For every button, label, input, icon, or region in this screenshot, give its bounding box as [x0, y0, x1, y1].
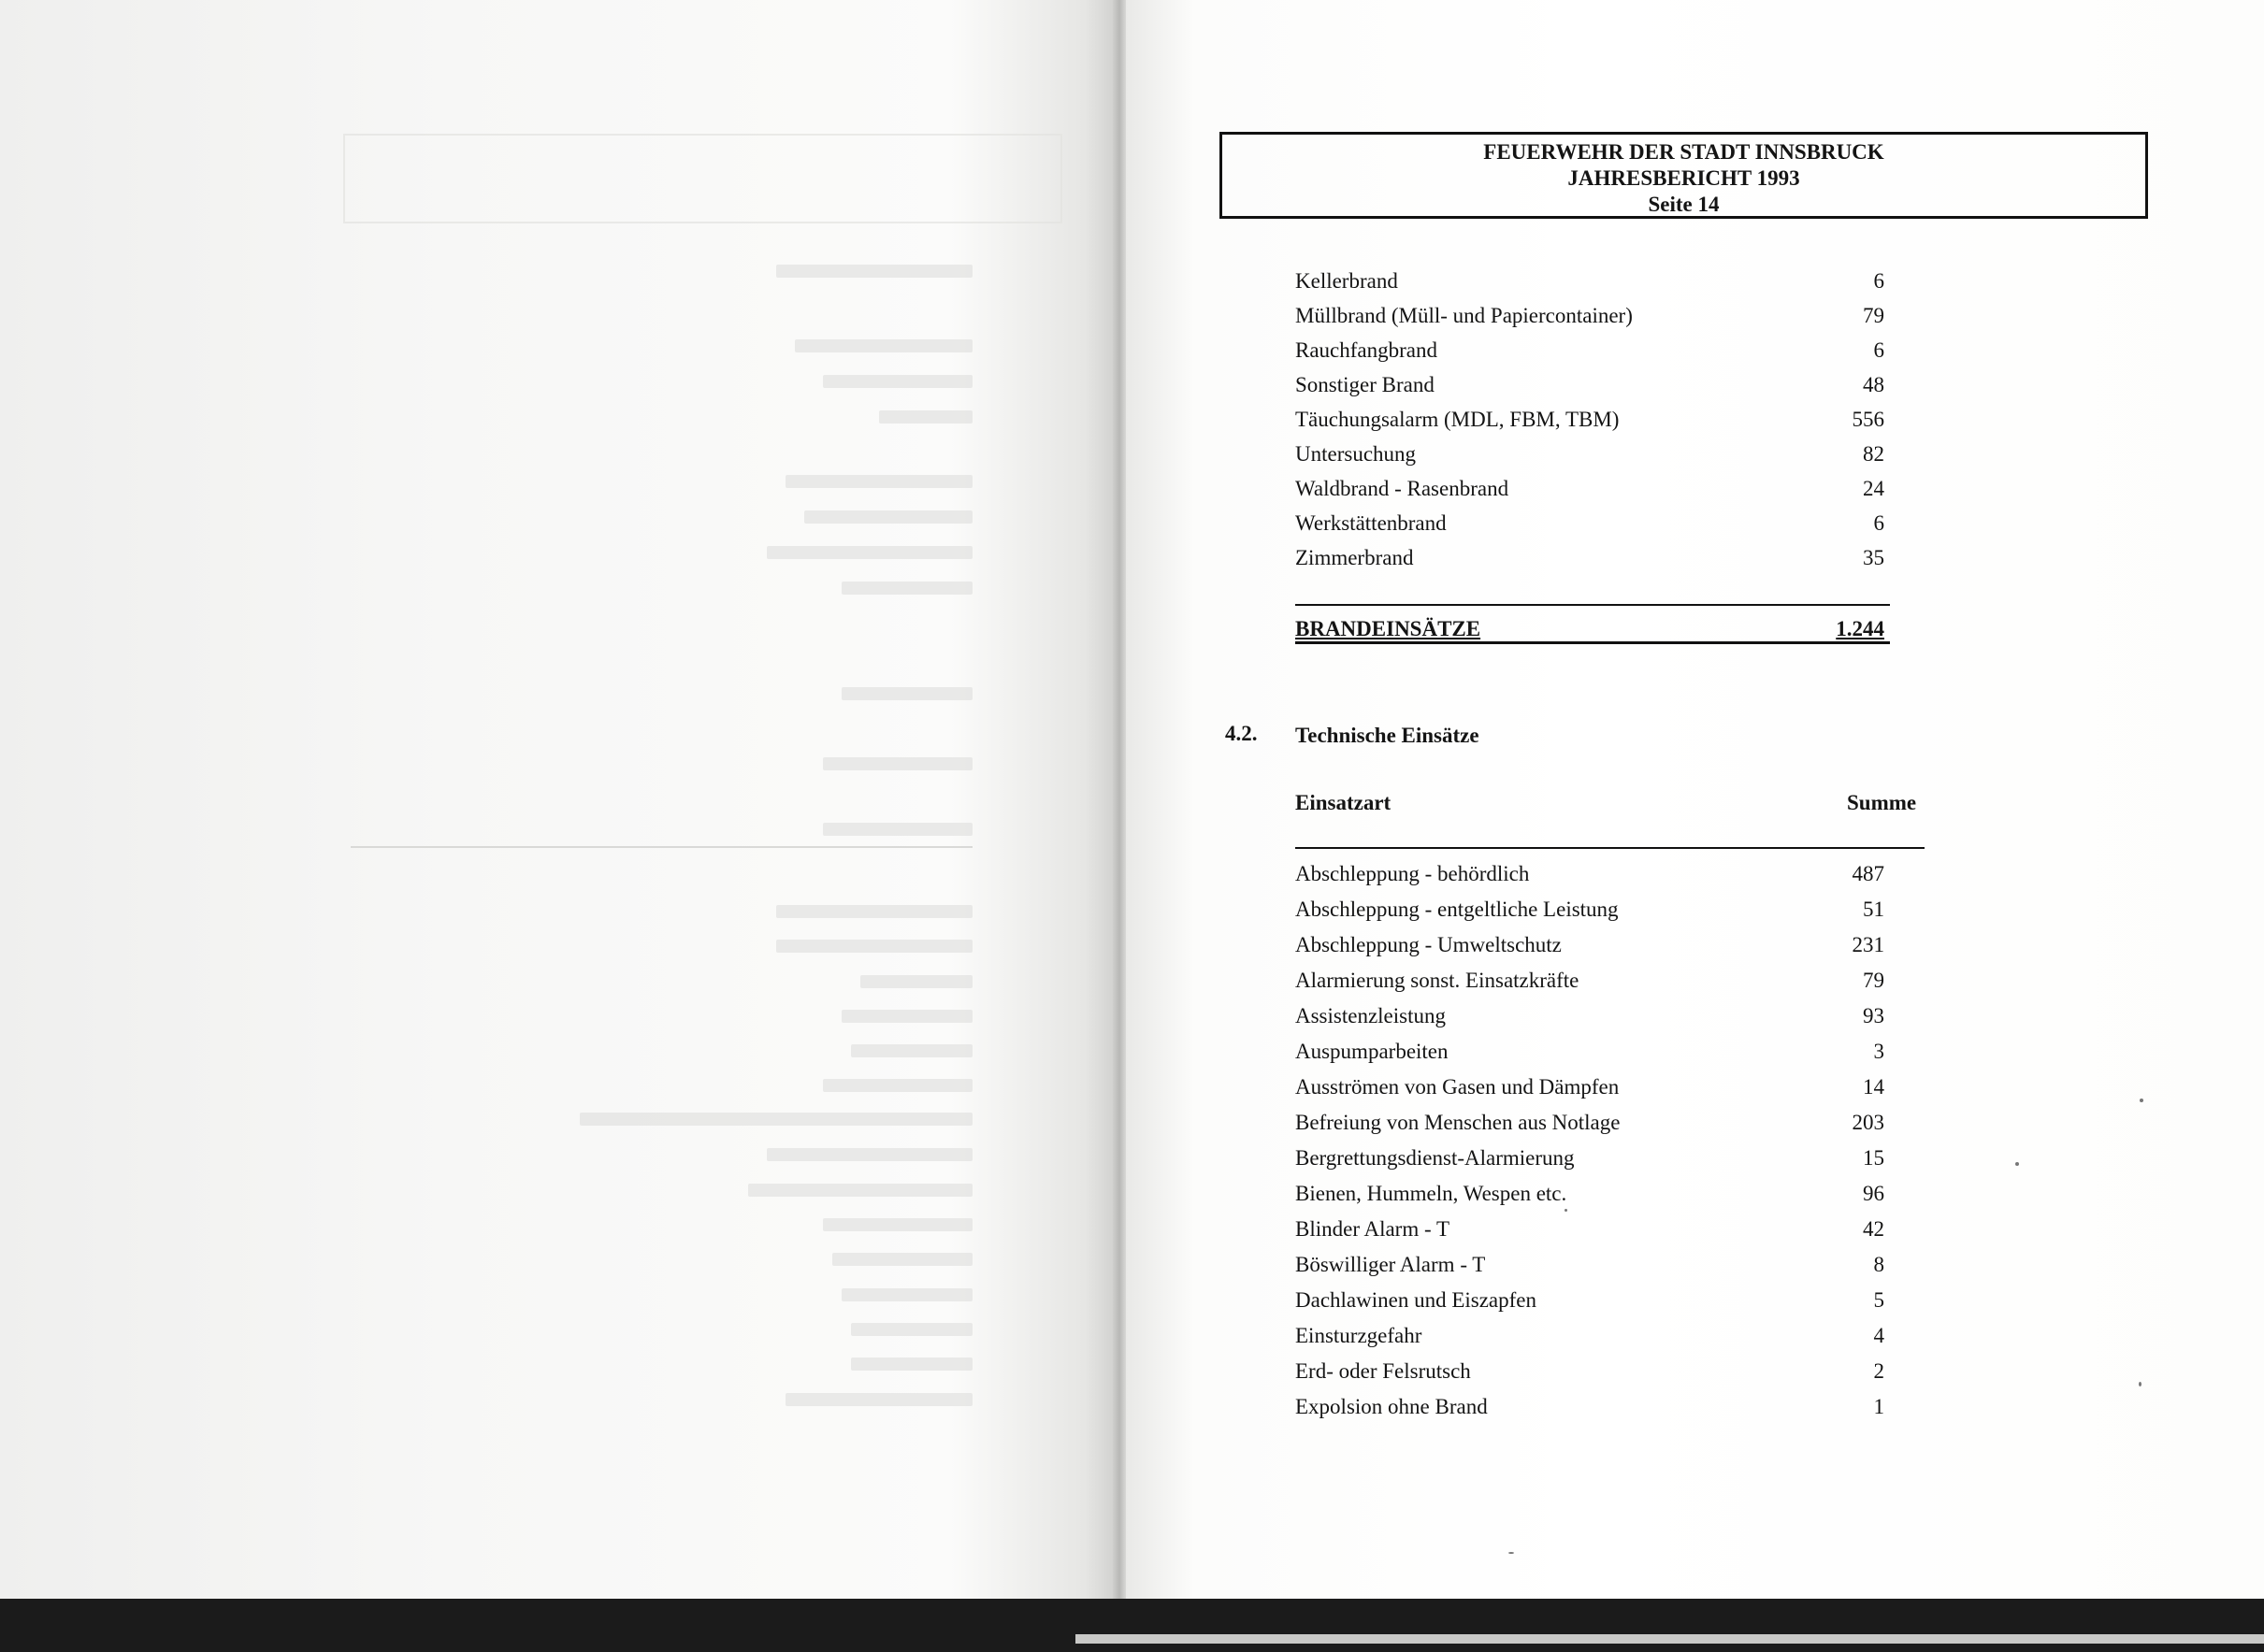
row-value: 556 [1852, 408, 1884, 431]
row-value: 487 [1852, 862, 1884, 885]
row-value: 15 [1863, 1146, 1884, 1170]
row-label: Abschleppung - behördlich [1295, 862, 1530, 885]
header-report-title: JAHRESBERICHT 1993 [1567, 166, 1800, 190]
ghost-text [842, 582, 973, 595]
dust-speck [2139, 1382, 2141, 1386]
row-value: 48 [1863, 373, 1884, 396]
fire-total-row [1295, 613, 1884, 645]
list-item [1295, 438, 1884, 470]
row-label: Dachlawinen und Eiszapfen [1295, 1288, 1537, 1312]
ghost-text [767, 1148, 973, 1161]
report-header [1219, 132, 2148, 219]
ghost-text [767, 546, 973, 559]
ghost-text [842, 1288, 973, 1301]
list-item [1295, 300, 1884, 332]
list-item [1295, 473, 1884, 505]
list-item [1295, 1106, 1884, 1140]
ghost-rule [351, 846, 973, 848]
list-item [1295, 1248, 1884, 1282]
row-value: 203 [1852, 1111, 1884, 1134]
row-value: 6 [1873, 511, 1884, 535]
list-item [1295, 1177, 1884, 1211]
row-label: Rauchfangbrand [1295, 338, 1437, 362]
total-value: 1.244 [1836, 617, 1884, 640]
ghost-text [879, 410, 973, 424]
total-underline [1295, 641, 1890, 644]
row-label: Befreiung von Menschen aus Notlage [1295, 1111, 1621, 1134]
ghost-header-box [343, 134, 1062, 223]
list-item [1295, 1213, 1884, 1246]
row-label: Zimmerbrand [1295, 546, 1414, 569]
section-number: 4.2. [1225, 722, 1258, 745]
row-value: 24 [1863, 477, 1884, 500]
ghost-text [580, 1113, 973, 1126]
ghost-text [832, 1253, 973, 1266]
row-value: 93 [1863, 1004, 1884, 1027]
row-label: Bienen, Hummeln, Wespen etc. [1295, 1182, 1567, 1205]
row-label: Waldbrand - Rasenbrand [1295, 477, 1509, 500]
ghost-text [786, 1393, 973, 1406]
row-label: Untersuchung [1295, 442, 1417, 466]
list-item [1295, 999, 1884, 1033]
ghost-text [860, 975, 973, 988]
list-item [1295, 266, 1884, 297]
row-value: 4 [1873, 1324, 1884, 1347]
row-label: Kellerbrand [1295, 269, 1398, 293]
row-label: Werkstättenbrand [1295, 511, 1447, 535]
ghost-text [851, 1358, 973, 1371]
row-value: 42 [1863, 1217, 1884, 1241]
ghost-text [804, 510, 973, 524]
book-spine [1113, 0, 1126, 1599]
row-label: Blinder Alarm - T [1295, 1217, 1450, 1241]
list-item [1295, 508, 1884, 539]
ghost-text [776, 265, 973, 278]
row-value: 79 [1863, 969, 1884, 992]
ghost-text [851, 1044, 973, 1057]
row-value: 231 [1852, 933, 1884, 956]
list-item [1295, 1284, 1884, 1317]
row-label: Auspumparbeiten [1295, 1040, 1449, 1063]
row-value: 3 [1873, 1040, 1884, 1063]
row-label: Abschleppung - Umweltschutz [1295, 933, 1562, 956]
list-item [1295, 928, 1884, 962]
row-value: 82 [1863, 442, 1884, 466]
row-label: Böswilliger Alarm - T [1295, 1253, 1486, 1276]
row-label: Abschleppung - entgeltliche Leistung [1295, 898, 1619, 921]
row-value: 6 [1873, 269, 1884, 293]
list-item [1295, 893, 1884, 927]
ghost-text [776, 905, 973, 918]
divider [1295, 604, 1890, 606]
ghost-text [851, 1323, 973, 1336]
row-label: Ausströmen von Gasen und Dämpfen [1295, 1075, 1620, 1099]
ghost-text [786, 475, 973, 488]
column-header-sum: Summe [1847, 791, 1917, 814]
list-item [1295, 335, 1884, 366]
row-value: 51 [1863, 898, 1884, 921]
list-item [1295, 1070, 1884, 1104]
list-item [1295, 1355, 1884, 1388]
row-value: 35 [1863, 546, 1884, 569]
header-divider [1295, 847, 1925, 849]
scan-bottom-edge [0, 1599, 2264, 1652]
section-title: Technische Einsätze [1295, 724, 1479, 747]
row-label: Einsturzgefahr [1295, 1324, 1422, 1347]
row-label: Expolsion ohne Brand [1295, 1395, 1488, 1418]
list-item [1295, 542, 1884, 574]
dust-speck [1508, 1552, 1514, 1554]
page-bottom-edge [1075, 1634, 2264, 1644]
row-label: Erd- oder Felsrutsch [1295, 1359, 1471, 1383]
row-value: 2 [1873, 1359, 1884, 1383]
row-value: 14 [1863, 1075, 1884, 1099]
row-label: Bergrettungsdienst-Alarmierung [1295, 1146, 1575, 1170]
row-value: 1 [1873, 1395, 1884, 1418]
ghost-text [823, 1218, 973, 1231]
ghost-text [823, 375, 973, 388]
header-page-number: Seite 14 [1648, 193, 1720, 216]
ghost-text [795, 339, 973, 352]
list-item [1295, 404, 1884, 436]
list-item [1295, 1035, 1884, 1069]
header-organization: FEUERWEHR DER STADT INNSBRUCK [1483, 140, 1884, 164]
list-item [1295, 1390, 1884, 1424]
row-label: Alarmierung sonst. Einsatzkräfte [1295, 969, 1579, 992]
row-label: Müllbrand (Müll- und Papiercontainer) [1295, 304, 1633, 327]
row-label: Assistenzleistung [1295, 1004, 1446, 1027]
row-value: 96 [1863, 1182, 1884, 1205]
list-item [1295, 1319, 1884, 1353]
row-value: 79 [1863, 304, 1884, 327]
list-item [1295, 857, 1884, 891]
row-value: 6 [1873, 338, 1884, 362]
list-item [1295, 964, 1884, 998]
list-item [1295, 369, 1884, 401]
list-item [1295, 1142, 1884, 1175]
row-value: 8 [1873, 1253, 1884, 1276]
dust-speck [2015, 1162, 2019, 1166]
ghost-text [842, 1010, 973, 1023]
ghost-text [748, 1184, 973, 1197]
row-label: Sonstiger Brand [1295, 373, 1435, 396]
ghost-text [823, 1079, 973, 1092]
ghost-text [823, 823, 973, 836]
row-value: 5 [1873, 1288, 1884, 1312]
dust-speck [2140, 1099, 2143, 1102]
total-label: BRANDEINSÄTZE [1295, 617, 1481, 640]
ghost-text [776, 940, 973, 953]
row-label: Täuchungsalarm (MDL, FBM, TBM) [1295, 408, 1620, 431]
ghost-text [823, 757, 973, 770]
ghost-text [842, 687, 973, 700]
column-header-type: Einsatzart [1295, 791, 1392, 814]
